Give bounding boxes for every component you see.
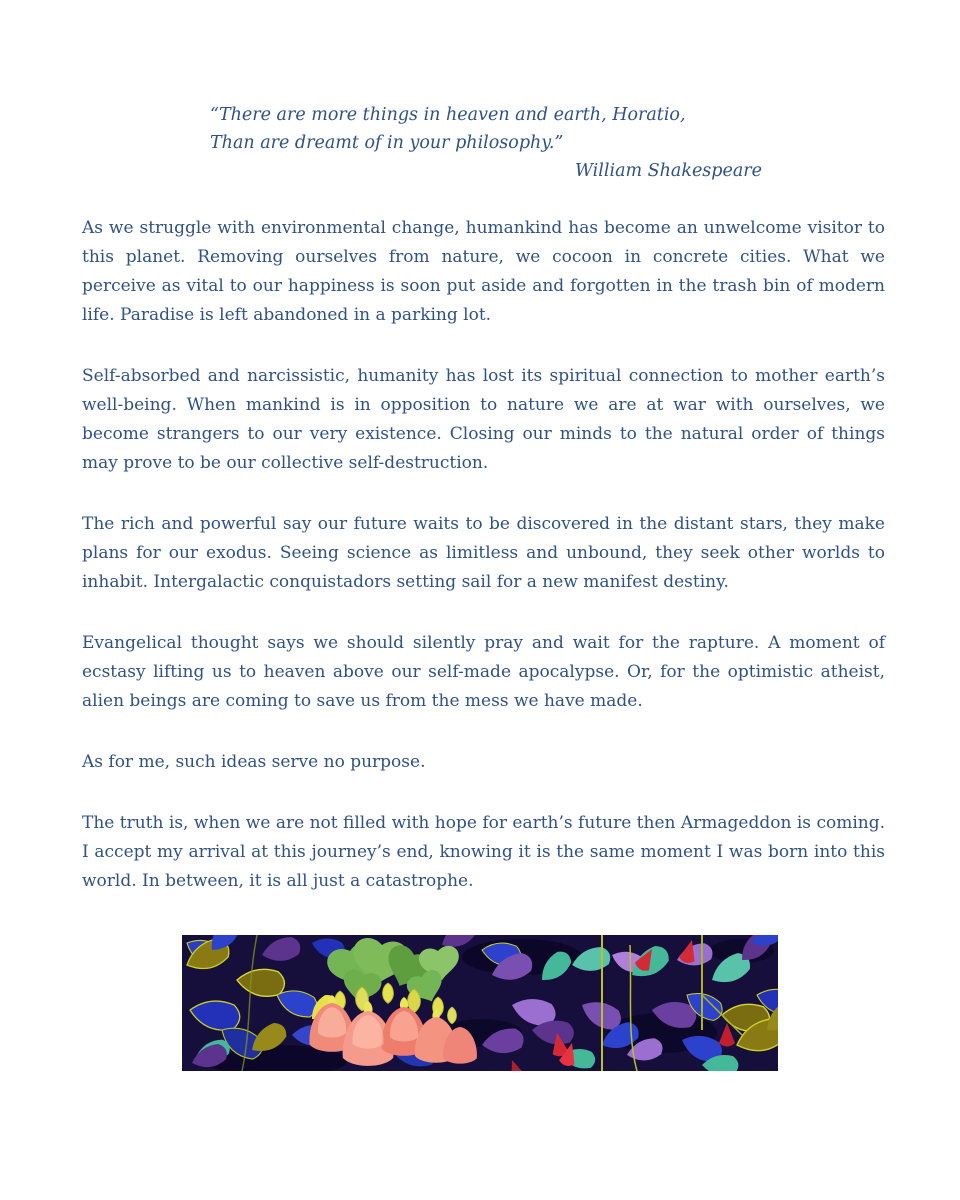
flower-artwork-svg [182,935,778,1071]
body-paragraph: The truth is, when we are not filled with hope for earth’s future then Armageddon is coming. I accept my arrival at this journey’s end, knowing it is the same moment I was born into this world. In between, it is all just a catastrophe. [82,813,885,891]
essay-body [82,214,885,896]
flower-artwork-image [182,935,778,1071]
quote-attribution: William Shakespeare [575,161,763,181]
epigraph-quote [210,101,960,157]
body-paragraph: Self-absorbed and narcissistic, humanity has lost its spiritual connection to mother earth’s well-being. When mankind is in opposition to nature we are at war with ourselves, we become strangers to our very existence. Closing our minds to the natural order of things may prove to be our collective self-destruction. [82,366,885,473]
body-paragraph: Evangelical thought says we should silently pray and wait for the rapture. A moment of ecstasy lifting us to heaven above our self-made apocalypse. Or, for the optimistic atheist, alien beings are coming to save us from the mess we have made. [82,633,885,711]
quote-line-1: “There are more things in heaven and earth, Horatio, [210,105,686,125]
body-paragraph: As for me, such ideas serve no purpose. [82,752,426,772]
quote-line-2: Than are dreamt of in your philosophy.” [210,133,564,153]
body-paragraph: As we struggle with environmental change, humankind has become an unwelcome visitor to this planet. Removing ourselves from nature, we cocoon in concrete cities. What we perceive as vital to our happiness is soon put aside and forgotten in the trash bin of modern life. Paradise is left abandoned in a parking lot. [82,218,885,325]
body-paragraph: The rich and powerful say our future waits to be discovered in the distant stars, they make plans for our exodus. Seeing science as limitless and unbound, they seek other worlds to inhabit. Intergalactic conquistadors setting sail for a new manifest destiny. [82,514,885,592]
